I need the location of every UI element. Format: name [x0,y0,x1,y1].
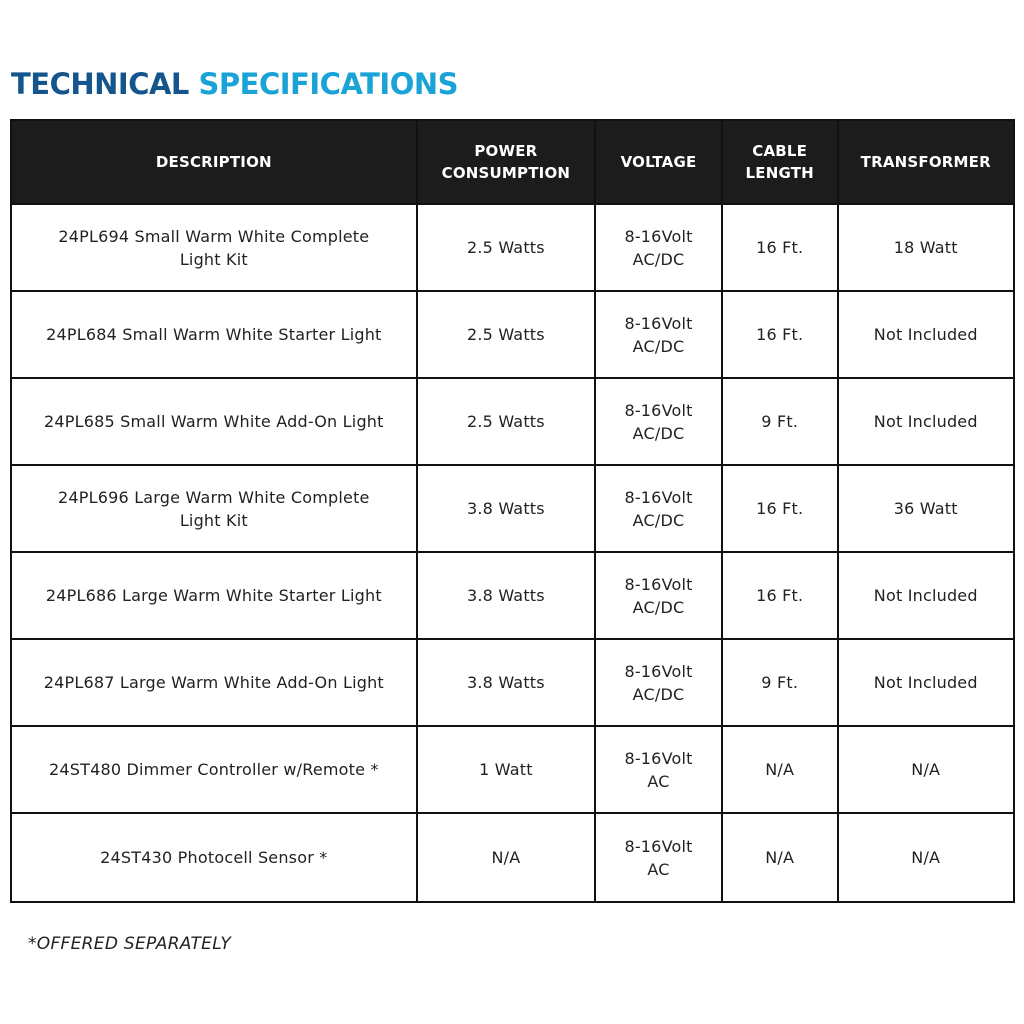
cell-cable-length: 16 Ft. [722,204,838,291]
header-cable-label: CABLE LENGTH [745,142,814,182]
cell-transformer: Not Included [838,291,1014,378]
voltage-text: 8-16Volt AC/DC [624,313,693,356]
cell-transformer: N/A [838,813,1014,902]
table-header [11,120,1014,204]
header-voltage: VOLTAGE [595,120,722,204]
cell-voltage [595,465,722,552]
cell-transformer: Not Included [838,639,1014,726]
cell-cable-length: N/A [722,726,838,813]
voltage-text: 8-16Volt AC [624,748,693,791]
description-text: 24ST430 Photocell Sensor * [100,848,328,867]
cell-voltage [595,726,722,813]
cell-voltage [595,639,722,726]
title-word-specifications: SPECIFICATIONS [198,67,459,101]
voltage-text: 8-16Volt AC/DC [624,226,693,269]
cell-power: 2.5 Watts [417,378,595,465]
cell-transformer: 36 Watt [838,465,1014,552]
voltage-text: 8-16Volt AC/DC [624,661,693,704]
cell-voltage [595,378,722,465]
cell-voltage [595,204,722,291]
cell-cable-length: 16 Ft. [722,465,838,552]
cell-power: N/A [417,813,595,902]
voltage-text: 8-16Volt AC/DC [624,400,693,443]
cell-power: 3.8 Watts [417,465,595,552]
specifications-table [10,119,1015,903]
table-row [11,291,1014,378]
table-row [11,726,1014,813]
cell-description [11,552,417,639]
table-body [11,204,1014,902]
cell-transformer: Not Included [838,378,1014,465]
cell-description [11,378,417,465]
table-row [11,639,1014,726]
page-title [11,64,458,104]
cell-voltage [595,291,722,378]
cell-cable-length: 9 Ft. [722,378,838,465]
table-row [11,813,1014,902]
header-transformer: TRANSFORMER [838,120,1014,204]
cell-cable-length: N/A [722,813,838,902]
header-row [11,120,1014,204]
voltage-text: 8-16Volt AC/DC [624,487,693,530]
cell-transformer: Not Included [838,552,1014,639]
cell-voltage [595,552,722,639]
cell-power: 1 Watt [417,726,595,813]
cell-power: 2.5 Watts [417,291,595,378]
cell-description [11,204,417,291]
cell-power: 2.5 Watts [417,204,595,291]
header-power-label: POWER CONSUMPTION [441,142,571,182]
description-text: 24ST480 Dimmer Controller w/Remote * [49,760,379,779]
cell-cable-length: 16 Ft. [722,552,838,639]
cell-description [11,465,417,552]
cell-description [11,813,417,902]
voltage-text: 8-16Volt AC [624,836,693,879]
description-text: 24PL686 Large Warm White Starter Light [45,586,382,605]
cell-voltage [595,813,722,902]
description-text: 24PL696 Large Warm White Complete Light Kit [58,487,370,530]
cell-description [11,291,417,378]
description-text: 24PL694 Small Warm White Complete Light Kit [58,226,370,269]
description-text: 24PL684 Small Warm White Starter Light [46,325,382,344]
cell-description [11,726,417,813]
table-row [11,378,1014,465]
table-row [11,552,1014,639]
cell-cable-length: 16 Ft. [722,291,838,378]
cell-cable-length: 9 Ft. [722,639,838,726]
table-row [11,204,1014,291]
description-text: 24PL687 Large Warm White Add-On Light [43,673,384,692]
cell-power: 3.8 Watts [417,639,595,726]
title-word-technical: TECHNICAL [11,67,189,101]
voltage-text: 8-16Volt AC/DC [624,574,693,617]
cell-power: 3.8 Watts [417,552,595,639]
table-row [11,465,1014,552]
description-text: 24PL685 Small Warm White Add-On Light [44,412,384,431]
header-description: DESCRIPTION [11,120,417,204]
cell-transformer: 18 Watt [838,204,1014,291]
cell-transformer: N/A [838,726,1014,813]
footnote: *OFFERED SEPARATELY [28,934,232,954]
header-power-consumption [417,120,595,204]
header-cable-length [722,120,838,204]
cell-description [11,639,417,726]
